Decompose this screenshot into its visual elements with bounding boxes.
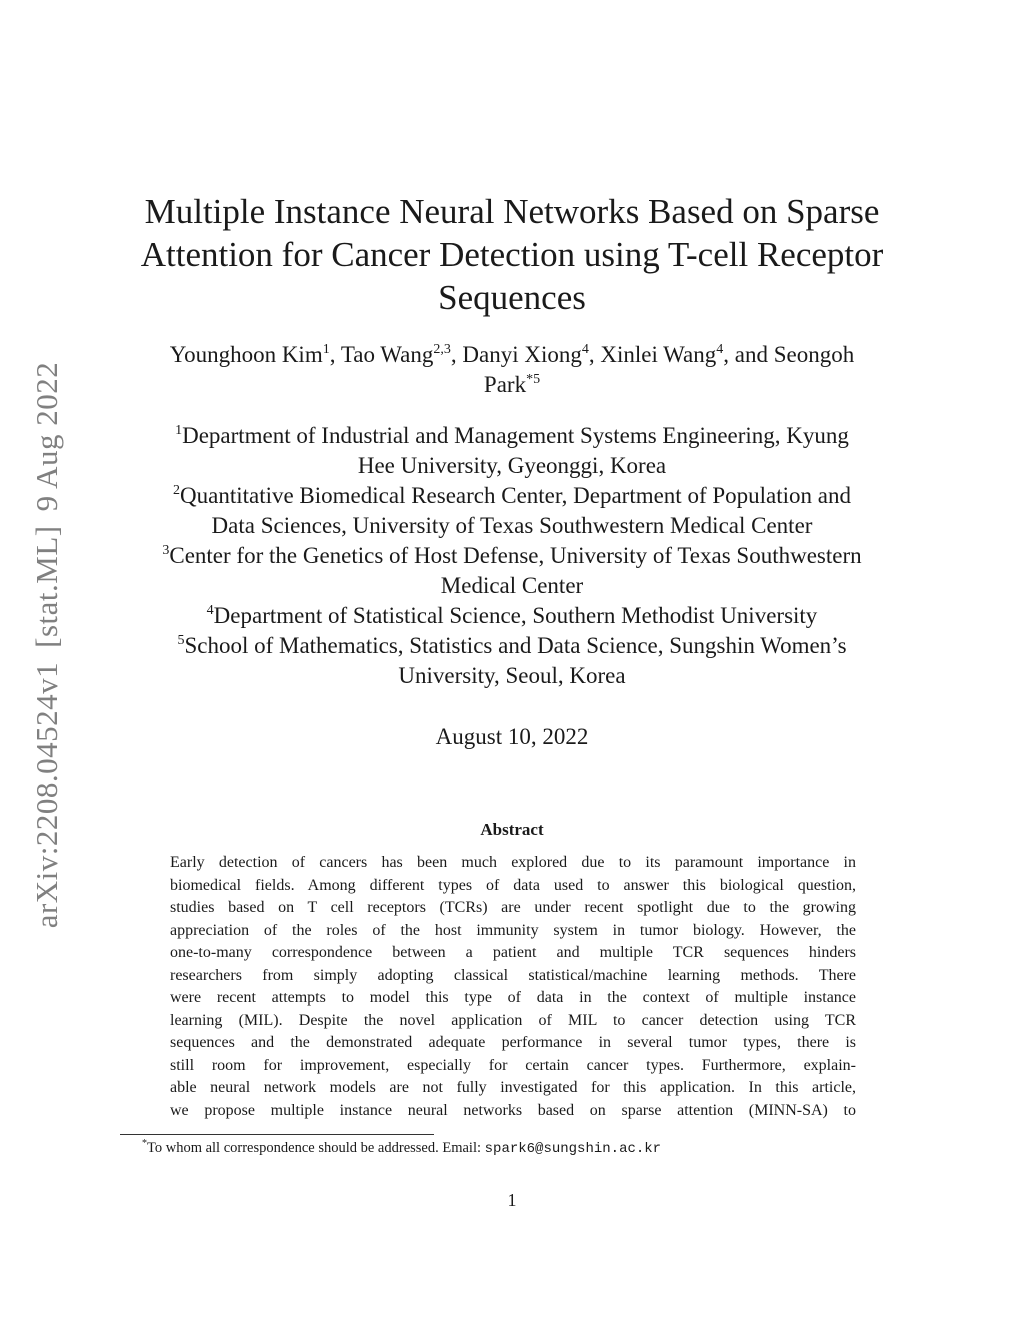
- abstract-line: Early detection of cancers has been much explored due to its paramount importance in: [170, 854, 856, 871]
- affiliation-line: [0, 631, 1024, 661]
- title-line: Sequences: [438, 278, 586, 317]
- author-affiliation-mark: 4: [581, 342, 589, 357]
- abstract-line: studies based on T cell receptors (TCRs) are under recent spotlight due to the growing: [170, 899, 856, 916]
- author-affiliation-mark: 4: [716, 342, 724, 357]
- abstract-line: researchers from simply adopting classical statistical/machine learning methods. There: [170, 966, 856, 984]
- affiliation-mark: 4: [206, 603, 214, 618]
- author-affiliation-mark: 2,3: [433, 342, 451, 357]
- author-name: and Seongoh: [734, 342, 855, 367]
- contact-email[interactable]: spark6@sungshin.ac.kr: [484, 1141, 662, 1157]
- affiliation-mark: 2: [173, 483, 180, 498]
- affiliation-line: [0, 541, 1024, 571]
- arxiv-category: [stat.ML]: [29, 525, 64, 648]
- affiliation-line: [0, 601, 1024, 631]
- author-name: Xinlei Wang: [600, 342, 717, 367]
- affiliation-text: Department of Statistical Science, Southern Methodist University: [213, 603, 818, 628]
- affiliation-mark: 5: [177, 633, 185, 648]
- page-number: 1: [507, 1190, 517, 1210]
- title-line: Multiple Instance Neural Networks Based on Sparse: [144, 192, 880, 231]
- author-name: Park: [483, 372, 527, 397]
- title-line: Attention for Cancer Detection using T-cell Receptor: [140, 235, 884, 274]
- affiliation-text: Center for the Genetics of Host Defense, University of Texas Southwestern: [169, 543, 862, 568]
- footnote-divider: [120, 1134, 434, 1135]
- arxiv-date: 9 Aug 2022: [29, 361, 64, 512]
- author-line: [0, 370, 1024, 400]
- affiliation-mark: 3: [162, 543, 170, 558]
- abstract-heading: Abstract: [480, 820, 544, 839]
- abstract-line: one-to-many correspondence between a patient and multiple TCR sequences hinders: [170, 944, 856, 961]
- footnote-text: To whom all correspondence should be addressed. Email:: [147, 1140, 485, 1156]
- affiliation-line: Hee University, Gyeonggi, Korea: [357, 453, 667, 478]
- affiliation-list: [0, 421, 1024, 691]
- author-name: Younghoon Kim: [169, 342, 323, 367]
- abstract-line: learning (MIL). Despite the novel application of MIL to cancer detection using TCR: [170, 1011, 856, 1029]
- abstract-line: were recent attempts to model this type of data in the context of multiple instance: [170, 989, 856, 1006]
- author-line: Younghoon Kim$^1$, Tao Wang$^{2,3}$, Danyi Xiong$^4$, Xinlei Wang$^4$, and Seongoh: [169, 342, 855, 367]
- affiliation-line: [0, 421, 1024, 451]
- author-list: [0, 340, 1024, 400]
- abstract-line: still room for improvement, especially for certain cancer types. Furthermore, explain-: [170, 1056, 856, 1074]
- author-name: Tao Wang: [340, 342, 434, 367]
- affiliation-text: School of Mathematics, Statistics and Data Science, Sungshin Women’s: [184, 633, 847, 658]
- author-affiliation-mark: 1: [322, 342, 330, 357]
- abstract-line: we propose multiple instance neural networks based on sparse attention (MINN-SA) to: [170, 1101, 856, 1119]
- affiliation-line: Medical Center: [440, 573, 584, 598]
- abstract-line: appreciation of the roles of the host immunity system in tumor biology. However, the: [170, 921, 856, 939]
- publication-date: August 10, 2022: [435, 724, 589, 749]
- affiliation-line: University, Seoul, Korea: [398, 663, 626, 688]
- affiliation-mark: 1: [175, 423, 183, 438]
- footnote: [142, 1140, 661, 1157]
- abstract-line: biomedical fields. Among different types of data used to answer this biological question,: [170, 876, 856, 894]
- arxiv-id[interactable]: arXiv:2208.04524v1: [29, 661, 64, 929]
- abstract-line: able neural network models are not fully investigated for this application. In this article,: [170, 1079, 856, 1096]
- abstract-body: [170, 852, 856, 1122]
- author-affiliation-mark: *5: [526, 372, 541, 387]
- paper-title: [0, 190, 1024, 319]
- author-name: Danyi Xiong: [462, 342, 582, 367]
- footnote-mark: *: [142, 1138, 147, 1149]
- affiliation-text: Department of Industrial and Management Systems Engineering, Kyung: [182, 423, 849, 448]
- affiliation-line: Data Sciences, University of Texas Southwestern Medical Center: [211, 513, 813, 538]
- abstract-line: sequences and the demonstrated adequate performance in several tumor types, there is: [170, 1034, 856, 1051]
- affiliation-text: Quantitative Biomedical Research Center, Department of Population and: [180, 483, 851, 508]
- affiliation-line: [0, 481, 1024, 511]
